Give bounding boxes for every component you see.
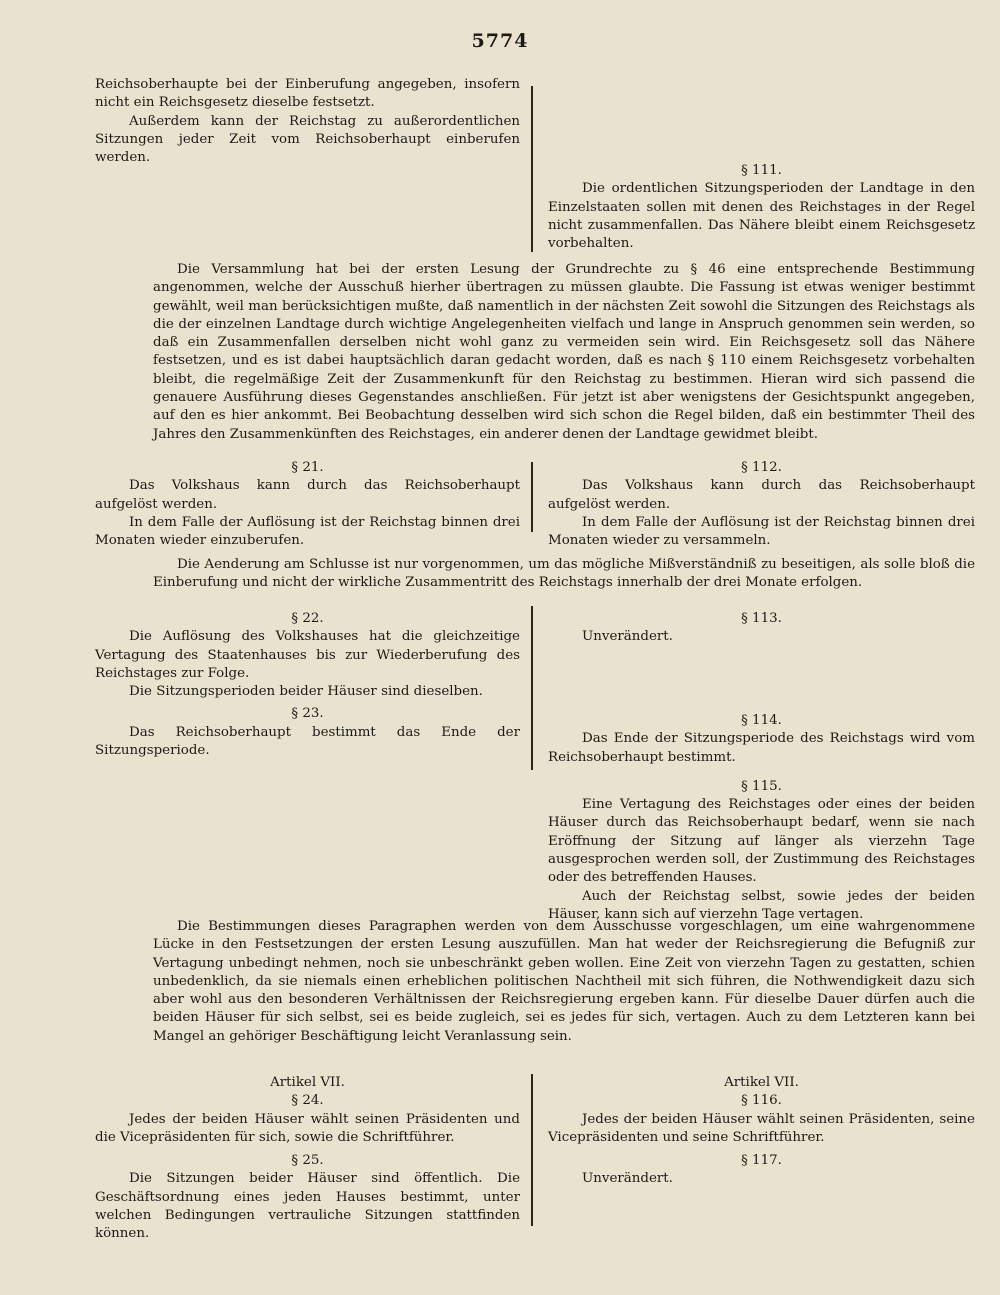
article-7-committee [548,1074,975,1189]
paragraph: Das Ende der Sitzungsperiode des Reichstags wird vom Reichsoberhaupt bestimmt. [548,731,975,765]
section-111 [548,162,975,253]
column-divider [531,606,533,770]
page-number: 5774 [471,30,529,52]
commentary-block [153,918,975,1046]
paragraph: Die Aenderung am Schlusse ist nur vorgenommen, um das mögliche Mißverständniß zu beseitigen, als solle bloß die Einberufung und nicht der wirkliche Zusammentritt des Reichstags innerhalb der drei Monate erfolgen. [153,557,975,591]
column-divider [531,1074,533,1226]
paragraph: Unverändert. [582,629,673,645]
paragraph: Die ordentlichen Sitzungsperioden der Landtage in den Einzelstaaten sollen mit denen des Reichstages in der Regel nicht zusammenfallen. Das Nähere bleibt einem Reichsgesetz vorbehalten. [548,181,975,252]
paragraph: Unverändert. [582,1171,673,1187]
section-heading: § 114. [741,713,782,728]
section-113 [548,610,975,647]
section-22 [95,610,520,760]
section-heading: § 21. [291,460,324,475]
paragraph: In dem Falle der Auflösung ist der Reichstag binnen drei Monaten wieder zu versammeln. [548,514,975,549]
paragraph: Das Reichsoberhaupt bestimmt das Ende der Sitzungsperiode. [95,724,520,759]
paragraph: Die Versammlung hat bei der ersten Lesung der Grundrechte zu § 46 eine entsprechende Bestimmung angenommen, welche der Ausschuß hierher übertragen zu müssen glaubte. Die Fassung ist etwas weniger bestimmt gewählt, weil man berücksichtigen mußte, daß namentlich in der nächsten Zeit sowohl die Sitzungen des Reichstags als die der einzelnen Landtage durch wichtige Angelegenheiten vielfach und lange in Anspruch genommen sein werden, so daß ein Zusammenfallen derselben nicht wohl ganz zu vermeiden sein wird. Ein Reichsgesetz soll das Nähere festsetzen, und es ist dabei hauptsächlich daran gedacht worden, daß es nach § 110 einem Reichsgesetz vorbehalten bleibt, die regelmäßige Zeit der Zusammenkunft für den Reichstag zu bestimmen. Hieran wird sich passend die genauere Ausführung dieses Gegenstandes anschließen. Für jetzt ist aber wenigstens der Gesichtspunkt angegeben, auf den es hier ankommt. Bei Beobachtung desselben wird sich schon die Regel bilden, daß ein bestimmter Theil des Jahres den Zusammenkünften des Reichstages, ein anderer denen der Landtage gewidmet bleibt. [153,262,975,442]
section-heading: § 111. [741,163,782,178]
article-heading: Artikel VII. [724,1075,799,1090]
article-heading: Artikel VII. [270,1075,345,1090]
paragraph: Die Auflösung des Volkshauses hat die gleichzeitige Vertagung des Staatenhauses bis zur Wiederberufung des Reichstages zur Folge. [95,629,520,681]
section-21 [95,459,520,550]
section-heading: § 113. [741,611,782,626]
section-112 [548,459,975,550]
paragraph: Auch der Reichstag selbst, sowie jedes der beiden Häuser, kann sich auf vierzehn Tage vertagen. [548,888,975,922]
paragraph: Jedes der beiden Häuser wählt seinen Präsidenten, seine Vicepräsidenten und seine Schriftführer. [548,1111,975,1145]
section-heading: § 112. [741,460,782,475]
paragraph: Die Sitzungsperioden beider Häuser sind dieselben. [129,684,483,700]
paragraph: Das Volkshaus kann durch das Reichsoberhaupt aufgelöst werden. [95,478,520,512]
paragraph: Jedes der beiden Häuser wählt seinen Präsidenten und die Vicepräsidenten für sich, sowie die Schriftführer. [95,1111,520,1145]
continuation-text [95,76,520,167]
section-heading: § 23. [291,706,324,722]
column-divider [531,462,533,532]
section-heading: § 25. [291,1153,324,1169]
commentary-block [153,556,975,593]
section-heading: § 22. [291,611,324,626]
paragraph: Eine Vertagung des Reichstages oder eines der beiden Häuser durch das Reichsoberhaupt bedarf, wenn sie nach Eröffnung der Sitzung auf länger als vierzehn Tage ausgesprochen werden soll, der Zustimmung des Reichstages oder des betreffenden Hauses. [548,797,975,886]
paragraph: Die Bestimmungen dieses Paragraphen werden von dem Ausschusse vorgeschlagen, um eine wahrgenommene Lücke in den Festsetzungen der ersten Lesung auszufüllen. Man hat weder der Reichsregierung die Befugniß zur Vertagung unbedingt nehmen, noch sie unbeschränkt geben wollen. Eine Zeit von vierzehn Tagen zu gestatten, schien unbedenklich, da sie niemals einen erheblichen politischen Nachtheil mit sich führen, die Nothwendigkeit dazu sich aber wohl aus den besonderen Verhältnissen der Reichsregierung ergeben kann. Für dieselbe Dauer dürfen auch die beiden Häuser für sich selbst, sei es beide zugleich, sei es jedes für sich, vertagen. Auch zu dem Letzteren kann bei Mangel an gehöriger Beschäftigung leicht Veranlassung sein. [153,919,975,1044]
section-heading: § 115. [741,778,782,794]
paragraph: Das Volkshaus kann durch das Reichsoberhaupt aufgelöst werden. [548,478,975,512]
section-heading: § 116. [741,1093,782,1109]
section-114 [548,712,975,924]
column-divider [531,86,533,252]
section-heading: § 117. [741,1153,782,1169]
section-heading: § 24. [291,1093,324,1109]
paragraph: Reichsoberhaupte bei der Einberufung angegeben, insofern nicht ein Reichsgesetz dieselbe festsetzt. [95,77,520,111]
commentary-block [153,261,975,444]
paragraph: Außerdem kann der Reichstag zu außerordentlichen Sitzungen jeder Zeit vom Reichsoberhaupt einberufen werden. [95,113,520,166]
paragraph: Die Sitzungen beider Häuser sind öffentlich. Die Geschäftsordnung eines jeden Hauses bestimmt, unter welchen Bedingungen vertrauliche Sitzungen stattfinden können. [95,1171,520,1242]
paragraph: In dem Falle der Auflösung ist der Reichstag binnen drei Monaten wieder einzuberufen. [95,514,520,549]
article-7-draft [95,1074,520,1244]
